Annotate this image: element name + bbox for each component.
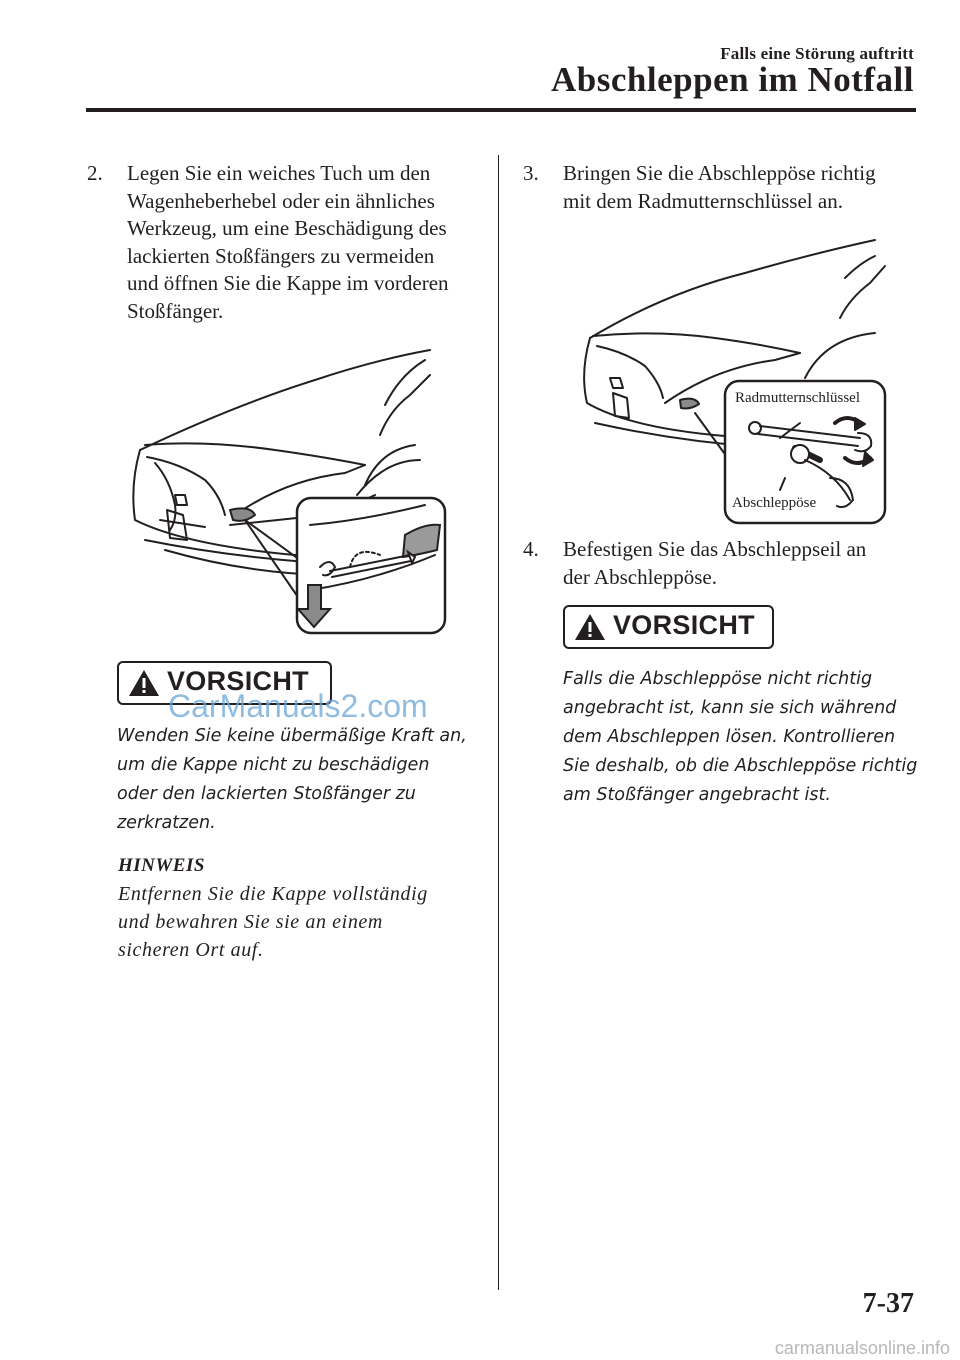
step-3 (523, 160, 923, 220)
step-text: Befestigen Sie das Abschleppseil an der Abschleppöse. (563, 537, 867, 589)
note-text: Entfernen Sie die Kappe vollständig und bewahren Sie sie an einem sicheren Ort auf. (118, 883, 428, 961)
caution-text: Falls die Abschleppöse nicht richtig angebracht ist, kann sie sich während dem Abschleppen lösen. Kontrollieren Sie deshalb, ob die Abschleppöse richtig am Stoßfänger angebracht ist. (563, 669, 918, 805)
step-number: 4. (523, 537, 539, 561)
footer-site-link[interactable]: carmanualsonline.info (774, 1338, 950, 1358)
step-number: 3. (523, 161, 539, 185)
page-number: 7-37 (862, 1288, 914, 1319)
note-heading: HINWEIS (118, 855, 205, 876)
column-divider (498, 155, 499, 1290)
caution-text: Wenden Sie keine übermäßige Kraft an, um die Kappe nicht zu beschädigen oder den lackierten Stoßfänger zu zerkratzen. (117, 726, 467, 833)
caution-label: VORSICHT (613, 610, 755, 640)
section-label: Falls eine Störung auftritt (720, 44, 914, 63)
step-number: 2. (87, 161, 103, 185)
warning-triangle-icon (127, 668, 161, 698)
tow-hook-callout: Abschleppöse (732, 495, 817, 511)
tow-hook-installation-illustration (575, 238, 893, 528)
header-rule (86, 108, 916, 112)
bumper-cap-illustration (125, 345, 450, 640)
warning-triangle-icon (573, 612, 607, 642)
caution-label: VORSICHT (167, 666, 309, 696)
step-text: Bringen Sie die Abschleppöse richtig mit dem Radmutternschlüssel an. (563, 161, 876, 213)
step-2 (87, 160, 487, 330)
step-text: Legen Sie ein weiches Tuch um den Wagenheberhebel oder ein ähnliches Werkzeug, um eine Beschädigung des lackierten Stoßfängers zu vermeiden und öffnen Sie die Kappe im vorderen Stoßfänger. (127, 161, 449, 323)
watermark: CarManuals2.com (168, 688, 428, 724)
caution-label-box (563, 605, 774, 649)
step-4 (523, 536, 923, 596)
wrench-callout: Radmutternschlüssel (735, 390, 860, 406)
chapter-title: Abschleppen im Notfall (551, 60, 914, 99)
